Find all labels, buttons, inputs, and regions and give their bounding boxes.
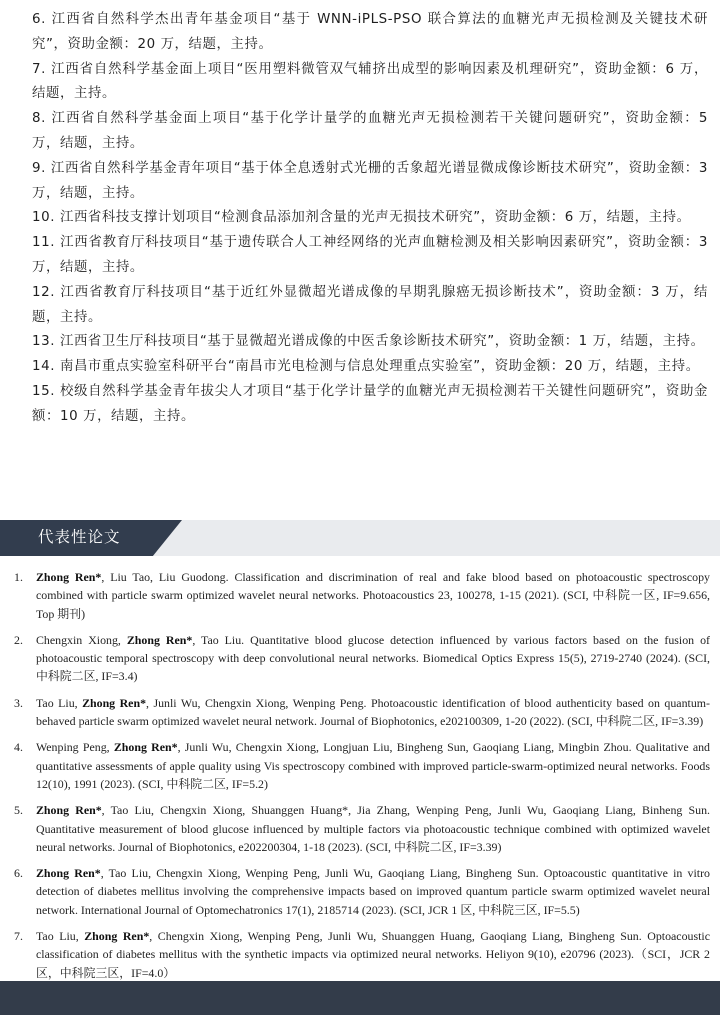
paper-item-7	[14, 927, 710, 982]
paper-item-5	[14, 801, 710, 856]
paper-number: 3.	[14, 695, 23, 710]
paper-citation-rest: , Junli Wu, Chengxin Xiong, Longjuan Liu, Bingheng Sun, Gaoqiang Liang, Mingbin Zhou. Qualitative and quantitative assessments of apple quality using Vis spectroscopy combined with improved particle-swarm-optimized neural networks. Foods 12(10), 1991 (2023). (SCI, 中科院二区, IF=5.2)	[36, 740, 710, 791]
paper-authors-before: Wenping Peng,	[36, 740, 114, 755]
project-item-11: 11. 江西省教育厅科技项目“基于遗传联合人工神经网络的光声血糖检测及相关影响因素研究”，资助金额：3 万，结题，主持。	[32, 235, 708, 275]
paper-citation	[36, 801, 710, 856]
paper-number: 7.	[14, 929, 23, 944]
project-item-10: 10. 江西省科技支撑计划项目“检测食品添加剂含量的光声无损技术研究”，资助金额：6 万，结题，主持。	[32, 210, 691, 226]
project-item-15: 15. 校级自然科学基金青年拔尖人才项目“基于化学计量学的血糖光声无损检测若干关键性问题研究”，资助金额：10 万，结题，主持。	[32, 383, 708, 424]
project-item-12: 12. 江西省教育厅科技项目“基于近红外显微超光谱成像的早期乳腺癌无损诊断技术”，资助金额：3 万，结题，主持。	[32, 284, 708, 325]
paper-citation	[36, 738, 710, 793]
paper-author-highlight: Zhong Ren*	[82, 695, 147, 710]
paper-author-highlight: Zhong Ren*	[113, 740, 178, 755]
paper-citation	[36, 631, 710, 686]
paper-number: 2.	[14, 632, 23, 647]
paper-authors-before: Chengxin Xiong,	[36, 632, 127, 647]
paper-list	[14, 568, 710, 990]
section-header-band	[0, 520, 720, 556]
paper-citation-rest: , Liu Tao, Liu Guodong. Classification and discrimination of real and fake blood based on photoacoustic spectroscopy combined with particle swarm optimized wavelet neural networks. Photoacoustics 23, 100278, 1-15 (2021). (SCI, 中科院一区, IF=9.656, Top 期刊)	[36, 570, 710, 621]
project-item-6: 6. 江西省自然科学杰出青年基金项目“基于 WNN-iPLS-PSO 联合算法的血糖光声无损检测及关键技术研究”，资助金额：20 万，结题，主持。	[32, 12, 708, 52]
paper-citation-rest: , Tao Liu, Chengxin Xiong, Wenping Peng, Junli Wu, Gaoqiang Liang, Bingheng Sun. Optoacoustic quantitative in vitro detection of diabetes mellitus involving the comprehensive impacts based on improved quantum particle swarm optimized wavelet neural network. International Journal of Optomechatronics 17(1), 2185714 (2023). (SCI, JCR 1 区, 中科院三区, IF=5.5)	[36, 866, 711, 917]
project-item-13: 13. 江西省卫生厅科技项目“基于显微超光谱成像的中医舌象诊断技术研究”，资助金额：1 万，结题，主持。	[32, 334, 705, 350]
paper-author-highlight: Zhong Ren*	[126, 632, 193, 647]
paper-author-highlight: Zhong Ren*	[36, 866, 101, 881]
paper-item-2	[14, 631, 710, 686]
footer-bar	[0, 981, 720, 1015]
paper-citation-rest: , Junli Wu, Chengxin Xiong, Wenping Peng. Photoacoustic identification of blood authenticity based on quantum-behaved particle swarm optimized wavelet neural network. Journal of Biophotonics, e202100309, 1-20 (2022). (SCI, 中科院二区, IF=3.39)	[36, 695, 710, 729]
section-title: 代表性论文	[38, 528, 121, 546]
project-item-7: 7. 江西省自然科学基金面上项目“医用塑料微管双气辅挤出成型的影响因素及机理研究”，资助金额：6 万，结题，主持。	[32, 61, 708, 102]
paper-citation	[36, 927, 710, 982]
paper-item-4	[14, 738, 710, 793]
paper-item-3	[14, 694, 710, 731]
paper-citation-rest: , Tao Liu, Chengxin Xiong, Shuanggen Huang*, Jia Zhang, Wenping Peng, Junli Wu, Gaoqiang Liang, Binheng Sun. Quantitative measurement of blood glucose influenced by multiple factors via photoacoustic technique combined with optimized wavelet neural networks. Journal of Biophotonics, e202200304, 1-18 (2023). (SCI, 中科院二区, IF=3.39)	[36, 803, 710, 854]
paper-citation	[36, 864, 710, 919]
paper-citation	[36, 694, 710, 731]
paper-author-highlight: Zhong Ren*	[36, 803, 102, 818]
paper-number: 4.	[14, 740, 23, 755]
paper-item-1	[14, 568, 710, 623]
project-item-14: 14. 南昌市重点实验室科研平台“南昌市光电检测与信息处理重点实验室”，资助金额：20 万，结题，主持。	[32, 359, 700, 375]
paper-number: 1.	[14, 570, 23, 584]
paper-citation-rest: , Chengxin Xiong, Wenping Peng, Junli Wu, Shuanggen Huang, Gaoqiang Liang, Bingheng Sun. Optoacoustic classification of diabetes mellitus with the synthetic impacts via optimized neural networks. Heliyon 9(10), e20796 (2023).（SCI，JCR 2 区，中科院三区，IF=4.0）	[36, 929, 710, 980]
project-list	[32, 8, 708, 430]
paper-authors-before: Tao Liu,	[36, 929, 85, 944]
paper-authors-before: Tao Liu,	[36, 695, 83, 710]
paper-citation-rest: , Tao Liu. Quantitative blood glucose detection influenced by various factors based on the fusion of photoacoustic temporal spectroscopy with deep convolutional neural networks. Biomedical Optics Express 15(5), 2719-2740 (2024). (SCI, 中科院二区, IF=3.4)	[36, 632, 710, 684]
paper-item-6	[14, 864, 710, 919]
project-item-8: 8. 江西省自然科学基金面上项目“基于化学计量学的血糖光声无损检测若干关键问题研究”，资助金额：5 万，结题，主持。	[32, 111, 708, 151]
project-item-9: 9. 江西省自然科学基金青年项目“基于体全息透射式光栅的舌象超光谱显微成像诊断技术研究”，资助金额：3 万，结题，主持。	[32, 160, 708, 201]
paper-citation	[36, 568, 710, 623]
paper-author-highlight: Zhong Ren*	[84, 929, 150, 944]
paper-number: 5.	[14, 803, 23, 818]
paper-author-highlight: Zhong Ren*	[36, 570, 102, 584]
paper-number: 6.	[14, 866, 23, 881]
